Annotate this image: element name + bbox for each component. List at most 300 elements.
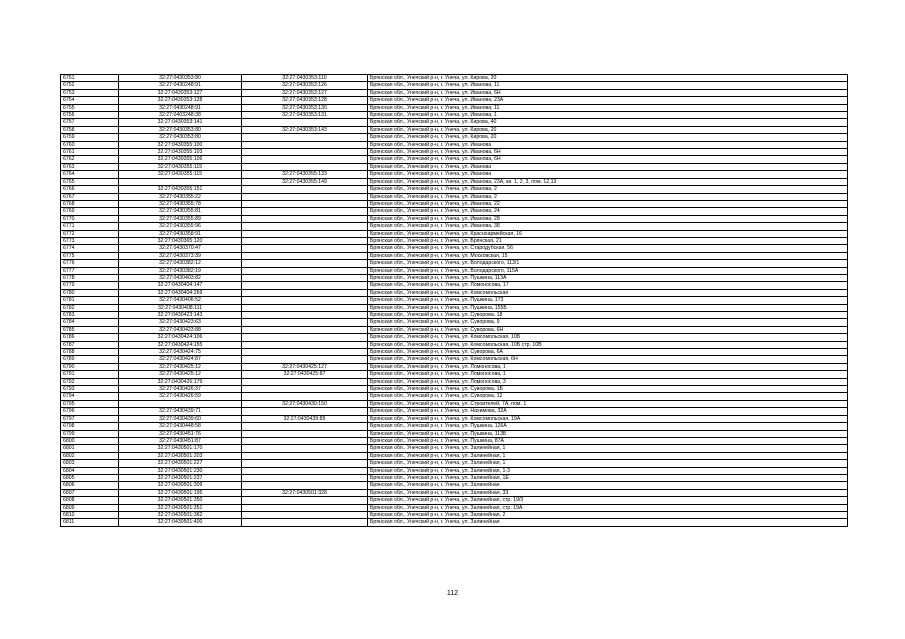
parent-cadastral-number-cell bbox=[242, 460, 368, 467]
address-cell: Брянская обл., Унечский р-н, г. Унеча, ул. Пушкина, 126А bbox=[368, 423, 848, 430]
row-number-cell: 6757 bbox=[61, 119, 119, 126]
parent-cadastral-number-cell bbox=[242, 326, 368, 333]
row-number-cell: 6789 bbox=[61, 356, 119, 363]
cadastral-number-cell bbox=[119, 178, 242, 185]
cadastral-number-cell: 32:27:0430406:52 bbox=[119, 297, 242, 304]
table-row bbox=[61, 378, 848, 385]
row-number-cell: 6774 bbox=[61, 245, 119, 252]
address-cell: Брянская обл., Унечский р-н, г. Унеча, ул. Строителей, 7А, пом. 1 bbox=[368, 400, 848, 407]
table-row bbox=[61, 445, 848, 452]
parent-cadastral-number-cell bbox=[242, 519, 368, 526]
parent-cadastral-number-cell bbox=[242, 163, 368, 170]
row-number-cell: 6758 bbox=[61, 126, 119, 133]
table-row bbox=[61, 437, 848, 444]
table-row bbox=[61, 319, 848, 326]
parent-cadastral-number-cell bbox=[242, 452, 368, 459]
address-cell: Брянская обл., Унечский р-н, г. Унеча, ул. Комсомольская, 10Б стр. 10В bbox=[368, 341, 848, 348]
table-row bbox=[61, 163, 848, 170]
row-number-cell: 6767 bbox=[61, 193, 119, 200]
address-cell: Брянская обл., Унечский р-н, г. Унеча, ул. Иванова bbox=[368, 163, 848, 170]
table-row bbox=[61, 149, 848, 156]
address-cell: Брянская обл., Унечский р-н, г. Унеча, ул. Иванова, 38 bbox=[368, 223, 848, 230]
address-cell: Брянская обл., Унечский р-н, г. Унеча, ул. Ломоносова, 17 bbox=[368, 282, 848, 289]
cadastral-number-cell: 32:27:0430424:106 bbox=[119, 334, 242, 341]
address-cell: Брянская обл., Унечский р-н, г. Унеча, ул. Пушкина, 173 bbox=[368, 297, 848, 304]
row-number-cell: 6797 bbox=[61, 415, 119, 422]
cadastral-number-cell: 32:27:0430355:96 bbox=[119, 223, 242, 230]
cadastral-number-cell: 32:27:0430353:128 bbox=[119, 97, 242, 104]
parent-cadastral-number-cell: 32:27:0430355:133 bbox=[242, 171, 368, 178]
address-cell: Брянская обл., Унечский р-н, г. Унеча, ул. Иванова, 23А bbox=[368, 97, 848, 104]
cadastral-number-cell: 32:27:0430355:106 bbox=[119, 156, 242, 163]
table-row bbox=[61, 297, 848, 304]
row-number-cell: 6799 bbox=[61, 430, 119, 437]
table-row bbox=[61, 497, 848, 504]
parent-cadastral-number-cell bbox=[242, 445, 368, 452]
row-number-cell: 6785 bbox=[61, 326, 119, 333]
page-number: 112 bbox=[446, 590, 459, 597]
row-number-cell: 6801 bbox=[61, 445, 119, 452]
cadastral-number-cell: 32:27:0430355:22 bbox=[119, 193, 242, 200]
address-cell: Брянская обл., Унечский р-н, г. Унеча, ул. Комсомольская, 6Н bbox=[368, 356, 848, 363]
parent-cadastral-number-cell bbox=[242, 474, 368, 481]
cadastral-number-cell: 32:27:0430424:87 bbox=[119, 356, 242, 363]
table-row bbox=[61, 393, 848, 400]
table-row bbox=[61, 482, 848, 489]
cadastral-number-cell: 32:27:0430248:91 bbox=[119, 104, 242, 111]
cadastral-number-cell: 32:27:0430404:147 bbox=[119, 282, 242, 289]
row-number-cell: 6802 bbox=[61, 452, 119, 459]
cadastral-number-cell: 32:27:0430403:82 bbox=[119, 274, 242, 281]
table-row bbox=[61, 489, 848, 496]
row-number-cell: 6766 bbox=[61, 186, 119, 193]
address-cell: Брянская обл., Унечский р-н, г. Унеча, ул. Иванова, 2 bbox=[368, 193, 848, 200]
cadastral-number-cell: 32:27:0430426:179 bbox=[119, 378, 242, 385]
row-number-cell: 6760 bbox=[61, 141, 119, 148]
cadastral-number-cell: 32:27:0430365:120 bbox=[119, 237, 242, 244]
address-cell: Брянская обл., Унечский р-н, г. Унеча, ул. Нахимова, 32А bbox=[368, 408, 848, 415]
address-cell: Брянская обл., Унечский р-н, г. Унеча, ул. Залинейная bbox=[368, 519, 848, 526]
row-number-cell: 6771 bbox=[61, 223, 119, 230]
address-cell: Брянская обл., Унечский р-н, г. Унеча, ул. Залинейная, 1-3 bbox=[368, 467, 848, 474]
cadastral-number-cell: 32:27:0430382:12 bbox=[119, 260, 242, 267]
parent-cadastral-number-cell: 32:27:0430353:128 bbox=[242, 97, 368, 104]
parent-cadastral-number-cell bbox=[242, 237, 368, 244]
row-number-cell: 6784 bbox=[61, 319, 119, 326]
parent-cadastral-number-cell bbox=[242, 312, 368, 319]
parent-cadastral-number-cell: 32:27:0430501:328 bbox=[242, 489, 368, 496]
row-number-cell: 6808 bbox=[61, 497, 119, 504]
cadastral-number-cell: 32:27:0430426:37 bbox=[119, 386, 242, 393]
address-cell: Брянская обл., Унечский р-н, г. Унеча, ул. Иванова, 6Н bbox=[368, 149, 848, 156]
table-row bbox=[61, 252, 848, 259]
table-row bbox=[61, 386, 848, 393]
cadastral-number-cell: 32:27:0430353:80 bbox=[119, 75, 242, 82]
cadastral-number-cell: 32:27:0430355:81 bbox=[119, 208, 242, 215]
cadastral-number-cell: 32:27:0430353:80 bbox=[119, 134, 242, 141]
table-row bbox=[61, 408, 848, 415]
registry-table-body bbox=[61, 75, 848, 527]
parent-cadastral-number-cell bbox=[242, 334, 368, 341]
cadastral-number-cell: 32:27:0430355:103 bbox=[119, 149, 242, 156]
parent-cadastral-number-cell bbox=[242, 134, 368, 141]
table-row bbox=[61, 519, 848, 526]
row-number-cell: 6778 bbox=[61, 274, 119, 281]
table-row bbox=[61, 230, 848, 237]
table-row bbox=[61, 237, 848, 244]
address-cell: Брянская обл., Унечский р-н, г. Унеча, ул. Стародубская, 56 bbox=[368, 245, 848, 252]
cadastral-number-cell: 32:27:0430423:143 bbox=[119, 312, 242, 319]
table-row bbox=[61, 371, 848, 378]
cadastral-number-cell: 32:27:0430439:71 bbox=[119, 408, 242, 415]
table-row bbox=[61, 282, 848, 289]
cadastral-number-cell: 32:27:0430501:350 bbox=[119, 497, 242, 504]
row-number-cell: 6811 bbox=[61, 519, 119, 526]
parent-cadastral-number-cell: 32:27:0430353:143 bbox=[242, 126, 368, 133]
address-cell: Брянская обл., Унечский р-н, г. Унеча, ул. Залинейная, 1 bbox=[368, 460, 848, 467]
cadastral-number-cell: 32:27:0430355:115 bbox=[119, 163, 242, 170]
address-cell: Брянская обл., Унечский р-н, г. Унеча, ул. Кирова, 20 bbox=[368, 126, 848, 133]
cadastral-number-cell: 32:27:0403248:38 bbox=[119, 112, 242, 119]
cadastral-number-cell: 32:27:0430353:127 bbox=[119, 89, 242, 96]
cadastral-number-cell: 32:27:0430373:39 bbox=[119, 252, 242, 259]
address-cell: Брянская обл., Унечский р-н, г. Унеча, ул. Володарского, 115А bbox=[368, 267, 848, 274]
row-number-cell: 6779 bbox=[61, 282, 119, 289]
parent-cadastral-number-cell bbox=[242, 282, 368, 289]
table-row bbox=[61, 223, 848, 230]
table-row bbox=[61, 119, 848, 126]
table-row bbox=[61, 193, 848, 200]
address-cell: Брянская обл., Унечский р-н, г. Унеча, ул. Залинейная, 1 bbox=[368, 445, 848, 452]
table-row bbox=[61, 415, 848, 422]
row-number-cell: 6809 bbox=[61, 504, 119, 511]
row-number-cell: 6754 bbox=[61, 97, 119, 104]
cadastral-number-cell: 32:27:0430426:59 bbox=[119, 393, 242, 400]
parent-cadastral-number-cell: 32:27:0430355:149 bbox=[242, 178, 368, 185]
parent-cadastral-number-cell bbox=[242, 349, 368, 356]
address-cell: Брянская обл., Унечский р-н, г. Унеча, ул. Иванова bbox=[368, 141, 848, 148]
row-number-cell: 6775 bbox=[61, 252, 119, 259]
parent-cadastral-number-cell: 32:27:0430353:110 bbox=[242, 75, 368, 82]
row-number-cell: 6782 bbox=[61, 304, 119, 311]
cadastral-number-cell: 32:27:0430501:382 bbox=[119, 511, 242, 518]
table-row bbox=[61, 467, 848, 474]
row-number-cell: 6764 bbox=[61, 171, 119, 178]
parent-cadastral-number-cell: 32:27:0430353:126 bbox=[242, 82, 368, 89]
table-row bbox=[61, 504, 848, 511]
parent-cadastral-number-cell bbox=[242, 423, 368, 430]
registry-table bbox=[60, 74, 848, 527]
parent-cadastral-number-cell bbox=[242, 289, 368, 296]
table-row bbox=[61, 356, 848, 363]
address-cell: Брянская обл., Унечский р-н, г. Унеча, ул. Залинейная, 2 bbox=[368, 511, 848, 518]
parent-cadastral-number-cell bbox=[242, 141, 368, 148]
cadastral-number-cell: 32:27:0430501:237 bbox=[119, 474, 242, 481]
parent-cadastral-number-cell bbox=[242, 274, 368, 281]
address-cell: Брянская обл., Унечский р-н, г. Унеча, ул. Иванова, 1 bbox=[368, 112, 848, 119]
parent-cadastral-number-cell bbox=[242, 467, 368, 474]
cadastral-number-cell: 32:27:0430423:63 bbox=[119, 319, 242, 326]
row-number-cell: 6810 bbox=[61, 511, 119, 518]
address-cell: Брянская обл., Унечский р-н, г. Унеча, ул. Пушкина, 113А bbox=[368, 274, 848, 281]
parent-cadastral-number-cell bbox=[242, 200, 368, 207]
parent-cadastral-number-cell bbox=[242, 186, 368, 193]
cadastral-number-cell: 32:27:0430355:115 bbox=[119, 171, 242, 178]
cadastral-number-cell: 32:27:0430370:47 bbox=[119, 245, 242, 252]
parent-cadastral-number-cell bbox=[242, 267, 368, 274]
table-row bbox=[61, 349, 848, 356]
address-cell: Брянская обл., Унечский р-н, г. Унеча, ул. Володарского, 113/1 bbox=[368, 260, 848, 267]
address-cell: Брянская обл., Унечский р-н, г. Унеча, ул. Суворова, 6Н bbox=[368, 326, 848, 333]
parent-cadastral-number-cell bbox=[242, 378, 368, 385]
row-number-cell: 6762 bbox=[61, 156, 119, 163]
address-cell: Брянская обл., Унечский р-н, г. Унеча, ул. Комсомольская, 10Б bbox=[368, 334, 848, 341]
parent-cadastral-number-cell bbox=[242, 297, 368, 304]
cadastral-number-cell: 32:27:0430424:155 bbox=[119, 341, 242, 348]
row-number-cell: 6804 bbox=[61, 467, 119, 474]
parent-cadastral-number-cell bbox=[242, 252, 368, 259]
address-cell: Брянская обл., Унечский р-н, г. Унеча, ул. Пушкина, 113Б bbox=[368, 430, 848, 437]
cadastral-number-cell: 32:27:0430353:141 bbox=[119, 119, 242, 126]
parent-cadastral-number-cell bbox=[242, 215, 368, 222]
row-number-cell: 6770 bbox=[61, 215, 119, 222]
address-cell: Брянская обл., Унечский р-н, г. Унеча, ул. Красноармейская, 16 bbox=[368, 230, 848, 237]
cadastral-number-cell: 32:27:0430382:19 bbox=[119, 267, 242, 274]
cadastral-number-cell: 32:27:0430501:230 bbox=[119, 467, 242, 474]
row-number-cell: 6791 bbox=[61, 371, 119, 378]
parent-cadastral-number-cell bbox=[242, 386, 368, 393]
row-number-cell: 6769 bbox=[61, 208, 119, 215]
cadastral-number-cell: 32:27:0430423:88 bbox=[119, 326, 242, 333]
cadastral-number-cell: 32:27:0430248:91 bbox=[119, 82, 242, 89]
parent-cadastral-number-cell bbox=[242, 149, 368, 156]
parent-cadastral-number-cell bbox=[242, 319, 368, 326]
cadastral-number-cell: 32:27:0430501:351 bbox=[119, 504, 242, 511]
parent-cadastral-number-cell bbox=[242, 245, 368, 252]
row-number-cell: 6752 bbox=[61, 82, 119, 89]
table-row bbox=[61, 178, 848, 185]
address-cell: Брянская обл., Унечский р-н, г. Унеча, ул. Иванова, 11 bbox=[368, 104, 848, 111]
row-number-cell: 6792 bbox=[61, 378, 119, 385]
table-row bbox=[61, 334, 848, 341]
row-number-cell: 6753 bbox=[61, 89, 119, 96]
row-number-cell: 6787 bbox=[61, 341, 119, 348]
table-row bbox=[61, 126, 848, 133]
row-number-cell: 6761 bbox=[61, 149, 119, 156]
address-cell: Брянская обл., Унечский р-н, г. Унеча, ул. Иванова, 2 bbox=[368, 186, 848, 193]
address-cell: Брянская обл., Унечский р-н, г. Унеча, ул. Комсомольская, 19А bbox=[368, 415, 848, 422]
parent-cadastral-number-cell bbox=[242, 260, 368, 267]
address-cell: Брянская обл., Унечский р-н, г. Унеча, ул. Иванова, 23А, кв. 1, 2, 3, пом. 12,13 bbox=[368, 178, 848, 185]
table-row bbox=[61, 97, 848, 104]
cadastral-number-cell: 32:27:0430501:309 bbox=[119, 482, 242, 489]
parent-cadastral-number-cell: 32:27:0430425:127 bbox=[242, 363, 368, 370]
row-number-cell: 6796 bbox=[61, 408, 119, 415]
table-row bbox=[61, 200, 848, 207]
row-number-cell: 6805 bbox=[61, 474, 119, 481]
table-row bbox=[61, 511, 848, 518]
table-row bbox=[61, 245, 848, 252]
address-cell: Брянская обл., Унечский р-н, г. Унеча, ул. Пушкина, 155Б bbox=[368, 304, 848, 311]
row-number-cell: 6783 bbox=[61, 312, 119, 319]
parent-cadastral-number-cell: 32:27:0430439:89 bbox=[242, 415, 368, 422]
address-cell: Брянская обл., Унечский р-н, г. Унеча, ул. Кирова, 20 bbox=[368, 75, 848, 82]
address-cell: Брянская обл., Унечский р-н, г. Унеча, ул. Кирова, 40 bbox=[368, 119, 848, 126]
table-row bbox=[61, 289, 848, 296]
address-cell: Брянская обл., Унечский р-н, г. Унеча, ул. Комсомольская bbox=[368, 289, 848, 296]
address-cell: Брянская обл., Унечский р-н, г. Унеча, ул. Ломоносова, 1 bbox=[368, 363, 848, 370]
parent-cadastral-number-cell bbox=[242, 437, 368, 444]
cadastral-number-cell: 32:27:0430451:87 bbox=[119, 437, 242, 444]
cadastral-number-cell: 32:27:0430425:12 bbox=[119, 363, 242, 370]
cadastral-number-cell: 32:27:0430439:60 bbox=[119, 415, 242, 422]
cadastral-number-cell: 32:27:0430501:400 bbox=[119, 519, 242, 526]
address-cell: Брянская обл., Унечский р-н, г. Унеча, ул. Кирова, 20 bbox=[368, 134, 848, 141]
table-row bbox=[61, 134, 848, 141]
row-number-cell: 6777 bbox=[61, 267, 119, 274]
table-row bbox=[61, 341, 848, 348]
address-cell: Брянская обл., Унечский р-н, г. Унеча, ул. Иванова, 11 bbox=[368, 82, 848, 89]
row-number-cell: 6768 bbox=[61, 200, 119, 207]
row-number-cell: 6755 bbox=[61, 104, 119, 111]
cadastral-number-cell bbox=[119, 400, 242, 407]
parent-cadastral-number-cell bbox=[242, 393, 368, 400]
table-row bbox=[61, 208, 848, 215]
parent-cadastral-number-cell bbox=[242, 230, 368, 237]
parent-cadastral-number-cell bbox=[242, 208, 368, 215]
cadastral-number-cell: 32:27:0430404:269 bbox=[119, 289, 242, 296]
table-row bbox=[61, 82, 848, 89]
parent-cadastral-number-cell bbox=[242, 497, 368, 504]
table-row bbox=[61, 430, 848, 437]
address-cell: Брянская обл., Унечский р-н, г. Унеча, ул. Суворова, 18 bbox=[368, 312, 848, 319]
table-row bbox=[61, 156, 848, 163]
row-number-cell: 6751 bbox=[61, 75, 119, 82]
row-number-cell: 6798 bbox=[61, 423, 119, 430]
cadastral-number-cell: 32:27:0430358:91 bbox=[119, 230, 242, 237]
address-cell: Брянская обл., Унечский р-н, г. Унеча, ул. Иванова bbox=[368, 171, 848, 178]
row-number-cell: 6794 bbox=[61, 393, 119, 400]
cadastral-number-cell: 32:27:0430355:78 bbox=[119, 200, 242, 207]
table-row bbox=[61, 260, 848, 267]
address-cell: Брянская обл., Унечский р-н, г. Унеча, ул. Иванова, 22 bbox=[368, 200, 848, 207]
cadastral-number-cell: 32:27:0430425:12 bbox=[119, 371, 242, 378]
address-cell: Брянская обл., Унечский р-н, г. Унеча, ул. Залинейная bbox=[368, 482, 848, 489]
table-row bbox=[61, 326, 848, 333]
table-row bbox=[61, 267, 848, 274]
address-cell: Брянская обл., Унечский р-н, г. Унеча, ул. Пушкина, 87А bbox=[368, 437, 848, 444]
cadastral-number-cell: 32:27:0430355:89 bbox=[119, 215, 242, 222]
table-row bbox=[61, 171, 848, 178]
table-row bbox=[61, 104, 848, 111]
row-number-cell: 6759 bbox=[61, 134, 119, 141]
row-number-cell: 6795 bbox=[61, 400, 119, 407]
parent-cadastral-number-cell: 32:27:0430353:130 bbox=[242, 104, 368, 111]
parent-cadastral-number-cell bbox=[242, 193, 368, 200]
parent-cadastral-number-cell bbox=[242, 304, 368, 311]
row-number-cell: 6780 bbox=[61, 289, 119, 296]
parent-cadastral-number-cell bbox=[242, 341, 368, 348]
row-number-cell: 6763 bbox=[61, 163, 119, 170]
table-row bbox=[61, 89, 848, 96]
address-cell: Брянская обл., Унечский р-н, г. Унеча, ул. Ломоносова, 1 bbox=[368, 371, 848, 378]
parent-cadastral-number-cell bbox=[242, 430, 368, 437]
cadastral-number-cell: 32:27:0430408:111 bbox=[119, 304, 242, 311]
table-row bbox=[61, 75, 848, 82]
table-row bbox=[61, 186, 848, 193]
address-cell: Брянская обл., Унечский р-н, г. Унеча, ул. Залинейная, 1 bbox=[368, 452, 848, 459]
address-cell: Брянская обл., Унечский р-н, г. Унеча, ул. Московская, 15 bbox=[368, 252, 848, 259]
row-number-cell: 6803 bbox=[61, 460, 119, 467]
row-number-cell: 6806 bbox=[61, 482, 119, 489]
cadastral-number-cell: 32:27:0430501:203 bbox=[119, 452, 242, 459]
parent-cadastral-number-cell bbox=[242, 482, 368, 489]
table-row bbox=[61, 274, 848, 281]
parent-cadastral-number-cell: 32:27:0430430:150 bbox=[242, 400, 368, 407]
address-cell: Брянская обл., Унечский р-н, г. Унеча, ул. Иванова, 6Н bbox=[368, 156, 848, 163]
parent-cadastral-number-cell bbox=[242, 156, 368, 163]
table-row bbox=[61, 423, 848, 430]
address-cell: Брянская обл., Унечский р-н, г. Унеча, ул. Суворова, 12 bbox=[368, 393, 848, 400]
row-number-cell: 6765 bbox=[61, 178, 119, 185]
row-number-cell: 6781 bbox=[61, 297, 119, 304]
table-row bbox=[61, 474, 848, 481]
address-cell: Брянская обл., Унечский р-н, г. Унеча, ул. Суворова, 1Б bbox=[368, 386, 848, 393]
cadastral-number-cell: 32:27:0430424:75 bbox=[119, 349, 242, 356]
cadastral-number-cell: 32:27:0430353:80 bbox=[119, 126, 242, 133]
row-number-cell: 6773 bbox=[61, 237, 119, 244]
address-cell: Брянская обл., Унечский р-н, г. Унеча, ул. Залинейная, стр. 19/3 bbox=[368, 497, 848, 504]
address-cell: Брянская обл., Унечский р-н, г. Унеча, ул. Залинейная, стр. 19А bbox=[368, 504, 848, 511]
parent-cadastral-number-cell bbox=[242, 504, 368, 511]
table-row bbox=[61, 400, 848, 407]
parent-cadastral-number-cell bbox=[242, 511, 368, 518]
cadastral-number-cell: 32:27:0430451:76 bbox=[119, 430, 242, 437]
row-number-cell: 6793 bbox=[61, 386, 119, 393]
row-number-cell: 6790 bbox=[61, 363, 119, 370]
table-row bbox=[61, 112, 848, 119]
cadastral-number-cell: 32:27:0430501:195 bbox=[119, 489, 242, 496]
address-cell: Брянская обл., Унечский р-н, г. Унеча, ул. Залинейная, 33 bbox=[368, 489, 848, 496]
row-number-cell: 6800 bbox=[61, 437, 119, 444]
table-row bbox=[61, 304, 848, 311]
parent-cadastral-number-cell: 32:27:0430353:131 bbox=[242, 112, 368, 119]
row-number-cell: 6807 bbox=[61, 489, 119, 496]
address-cell: Брянская обл., Унечский р-н, г. Унеча, ул. Иванова, 6Н bbox=[368, 89, 848, 96]
address-cell: Брянская обл., Унечский р-н, г. Унеча, ул. Иванова, 28 bbox=[368, 215, 848, 222]
row-number-cell: 6786 bbox=[61, 334, 119, 341]
address-cell: Брянская обл., Унечский р-н, г. Унеча, ул. Суворова, 6А bbox=[368, 349, 848, 356]
address-cell: Брянская обл., Унечский р-н, г. Унеча, ул. Залинейная, 1Е bbox=[368, 474, 848, 481]
table-row bbox=[61, 460, 848, 467]
row-number-cell: 6772 bbox=[61, 230, 119, 237]
row-number-cell: 6776 bbox=[61, 260, 119, 267]
registry-table-container bbox=[60, 74, 847, 527]
table-row bbox=[61, 215, 848, 222]
address-cell: Брянская обл., Унечский р-н, г. Унеча, ул. Суворова, 9 bbox=[368, 319, 848, 326]
row-number-cell: 6788 bbox=[61, 349, 119, 356]
parent-cadastral-number-cell: 32:27:0430353:127 bbox=[242, 89, 368, 96]
table-row bbox=[61, 363, 848, 370]
parent-cadastral-number-cell: 32:27:0430425:87 bbox=[242, 371, 368, 378]
cadastral-number-cell: 32:27:0430355:100 bbox=[119, 141, 242, 148]
cadastral-number-cell: 32:27:0430501:170 bbox=[119, 445, 242, 452]
address-cell: Брянская обл., Унечский р-н, г. Унеча, ул. Брянская, 21 bbox=[368, 237, 848, 244]
address-cell: Брянская обл., Унечский р-н, г. Унеча, ул. Иванова, 24 bbox=[368, 208, 848, 215]
table-row bbox=[61, 141, 848, 148]
cadastral-number-cell: 32:27:0430448:58 bbox=[119, 423, 242, 430]
cadastral-number-cell: 32:27:0430355:151 bbox=[119, 186, 242, 193]
